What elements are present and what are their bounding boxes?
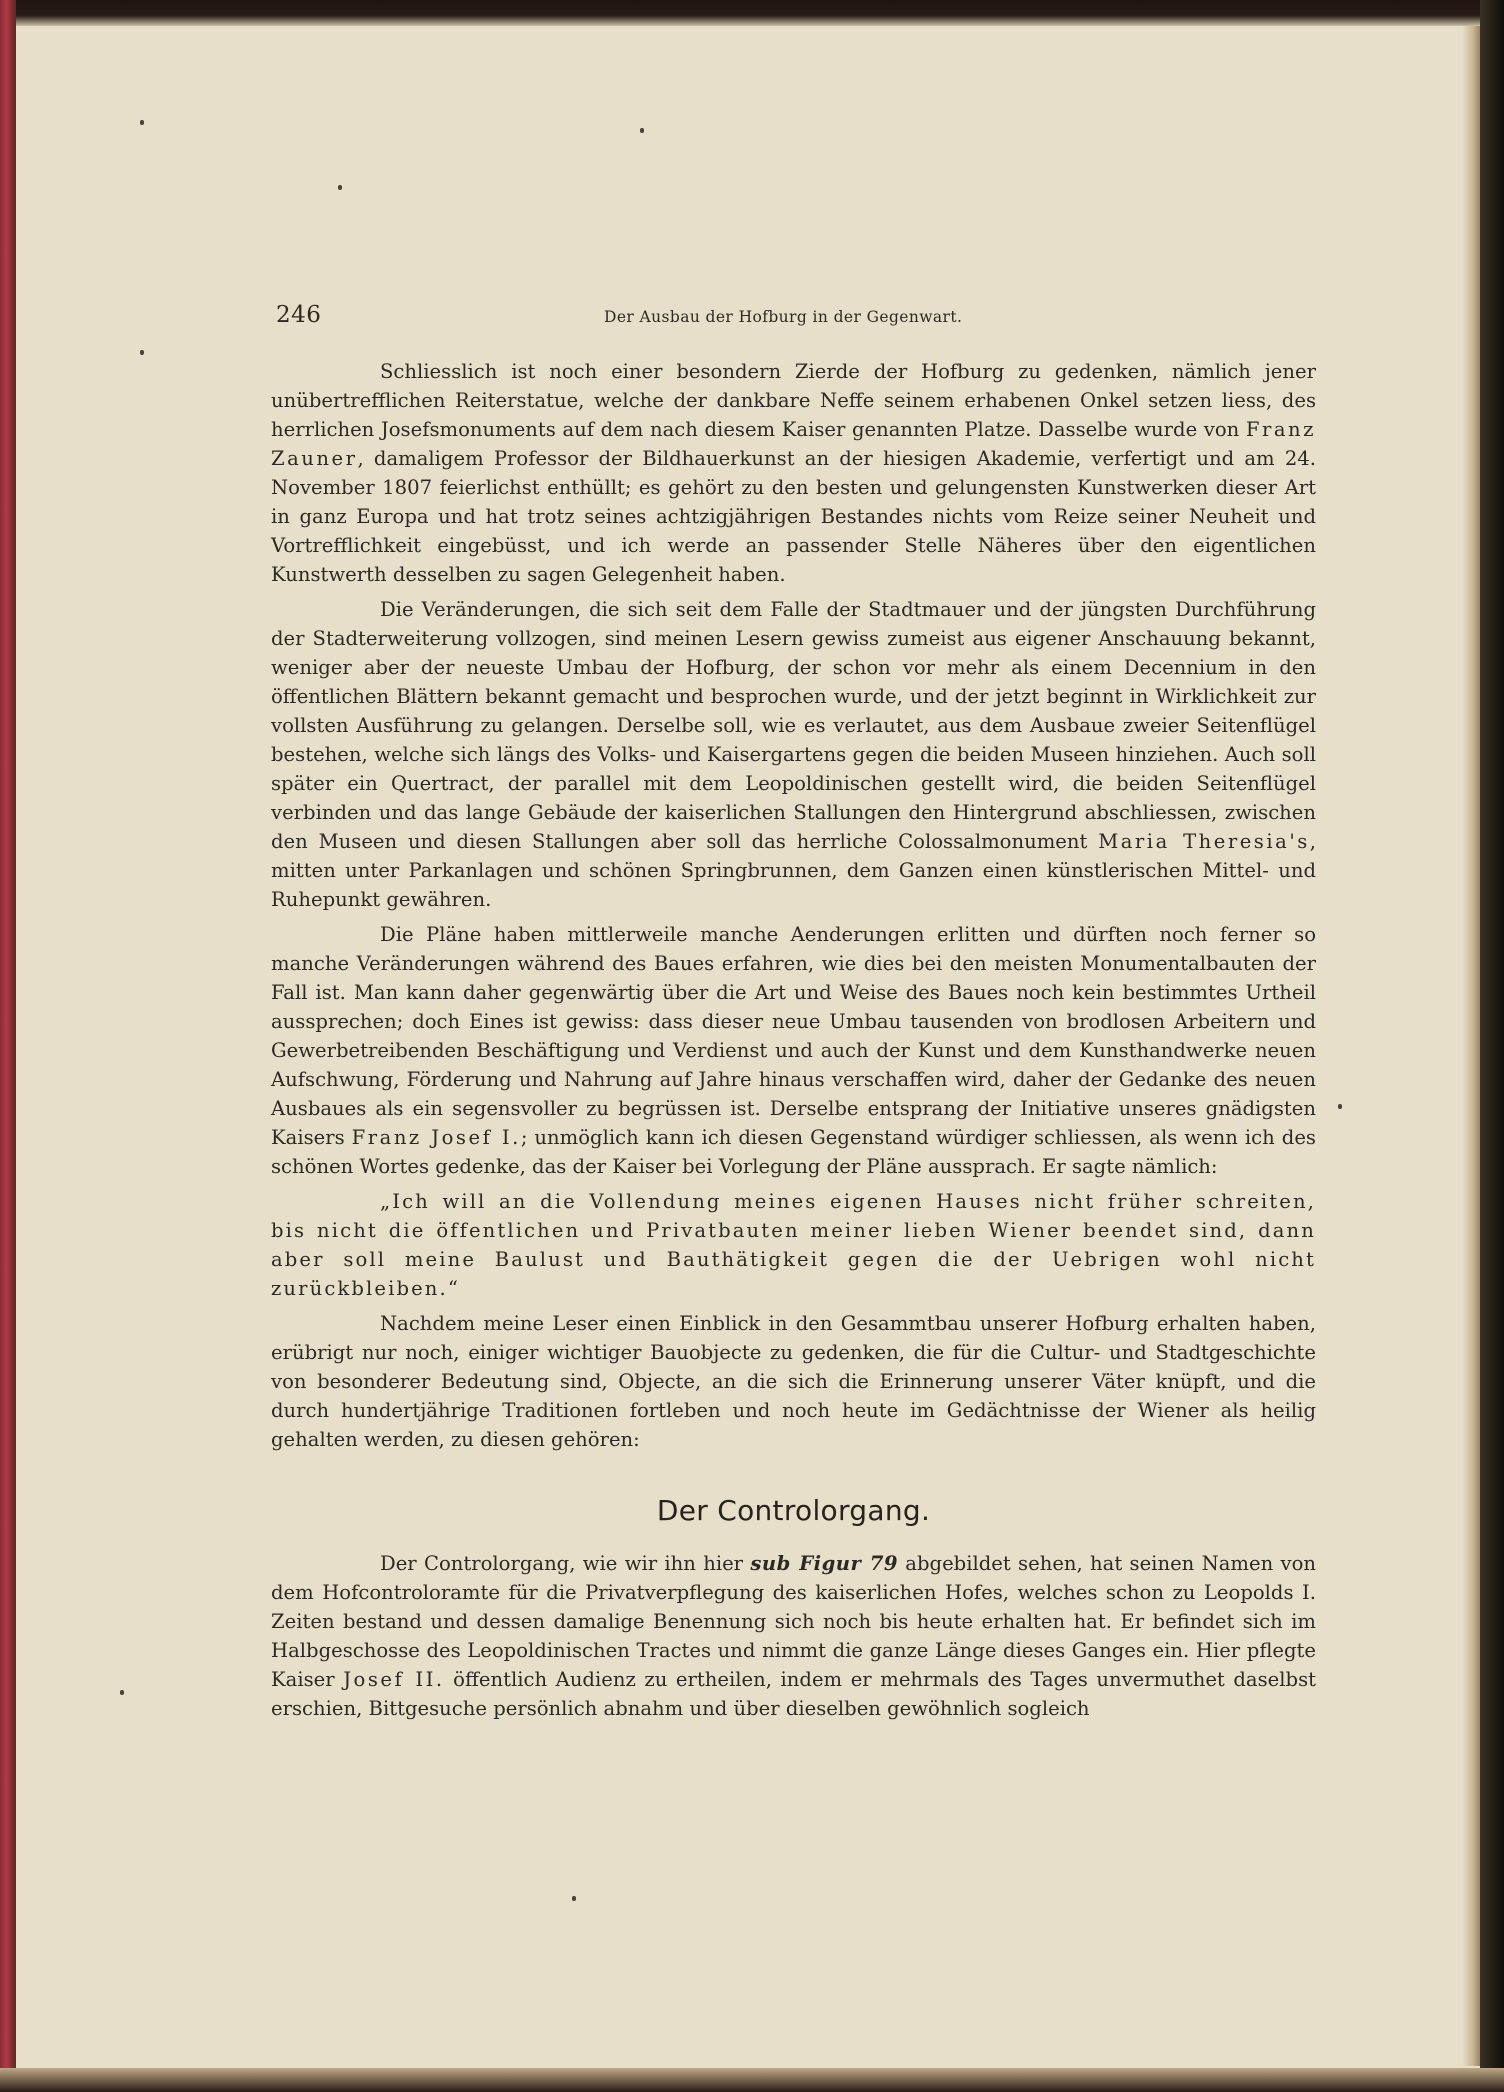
paragraph-plaene: Die Pläne haben mittlerweile manche Aenderungen erlitten und dürften noch ferner so manche Veränderungen während des Baues erfahren, wie dies bei den meisten Monumentalbauten der Fall ist. Man kann daher gegenwärtig über die Art und Weise des Baues noch kein bestimmtes Urtheil aussprechen; doch Eines ist gewiss: dass dieser neue Umbau tausenden von brodlosen Arbeitern und Gewerbetreibenden Beschäftigung und Verdienst und auch der Kunst und dem Kunsthandwerke neuen Aufschwung, Förderung und Nahrung auf Jahre hinaus verschaffen wird, daher der Gedanke des neuen Ausbaues als ein segensvoller zu begrüssen ist. Derselbe entsprang der Initiative unseres gnädigsten Kaisers Franz Josef I.; unmöglich kann ich diesen Gegenstand würdiger schliessen, als wenn ich des schönen Wortes gedenke, das der Kaiser bei Vorlegung der Pläne aussprach. Er sagte nämlich: [271, 923, 1316, 1178]
paragraph-bauobjecte: Nachdem meine Leser einen Einblick in den Gesammtbau unserer Hofburg erhalten haben, erübrigt nur noch, einiger wichtiger Bauobjecte zu gedenken, die für die Cultur- und Stadtgeschichte von besonderer Bedeutung sind, Objecte, an die sich die Erinnerung unserer Väter knüpft, und die durch hundertjährige Traditionen fortleben und noch heute im Gedächtnisse der Wiener als heilig gehalten werden, zu diesen gehören: [271, 1312, 1316, 1451]
person-name: Franz Josef I. [351, 1126, 521, 1149]
bottom-edge-shadow [0, 2068, 1504, 2092]
person-name: Franz Zauner [271, 418, 1316, 470]
right-binding-edge [1480, 0, 1504, 2092]
emperor-quote: „Ich will an die Vollendung meines eigenen Hauses nicht früher schreiten, bis nicht die öffentlichen und Privatbauten meiner lieben Wiener beendet sind, dann aber soll meine Baulust und Bauthätigkeit gegen die der Uebrigen wohl nicht zurückbleiben.“ [271, 1190, 1316, 1300]
body-text [271, 357, 1316, 1729]
paragraph-reiterstatue: Schliesslich ist noch einer besondern Zierde der Hofburg zu gedenken, nämlich jener unübertrefflichen Reiterstatue, welche der dankbare Neffe seinem erhabenen Onkel setzen liess, des herrlichen Josefsmonuments auf dem nach diesem Kaiser genannten Platze. Dasselbe wurde von Franz Zauner, damaligem Professor der Bildhauerkunst an der hiesigen Akademie, verfertigt und am 24. November 1807 feierlichst enthüllt; es gehört zu den besten und gelungensten Kunstwerken dieser Art in ganz Europa und hat trotz seines achtzigjährigen Bestandes nichts vom Reize seiner Neuheit und Vortrefflichkeit eingebüsst, und ich werde an passender Stelle Näheres über den eigentlichen Kunstwerth desselben zu sagen Gelegenheit haben. [271, 360, 1316, 586]
section-heading: Der Controlorgang. [656, 1494, 931, 1527]
page-header [276, 302, 1318, 336]
right-page-edge [1462, 26, 1480, 2066]
figure-reference: sub Figur 79 [750, 1552, 898, 1575]
person-name: Maria Theresia's [1098, 830, 1310, 853]
paragraph-veraenderungen: Die Veränderungen, die sich seit dem Falle der Stadtmauer und der jüngsten Durchführung der Stadterweiterung vollzogen, sind meinen Lesern gewiss zumeist aus eigener Anschauung bekannt, weniger aber der neueste Umbau der Hofburg, der schon vor mehr als einem Decennium in den öffentlichen Blättern bekannt gemacht und besprochen wurde, und der jetzt beginnt in Wirklichkeit zur vollsten Ausführung zu gelangen. Derselbe soll, wie es verlautet, aus dem Ausbaue zweier Seitenflügel bestehen, welche sich längs des Volks- und Kaisergartens gegen die beiden Museen hinziehen. Auch soll später ein Quertract, der parallel mit dem Leopoldinischen gestellt wird, die beiden Seitenflügel verbinden und das lange Gebäude der kaiserlichen Stallungen den Hintergrund abschliessen, zwischen den Museen und diesen Stallungen aber soll das herrliche Colossalmonument Maria Theresia's, mitten unter Parkanlagen und schönen Springbrunnen, dem Ganzen einen künstlerischen Mittel- und Ruhepunkt gewähren. [271, 598, 1316, 911]
paper-speck [140, 350, 144, 355]
person-name: Josef II. [343, 1668, 445, 1691]
paragraph-controlorgang: Der Controlorgang, wie wir ihn hier sub Figur 79 abgebildet sehen, hat seinen Namen von dem Hofcontroloramte für die Privatverpflegung des kaiserlichen Hofes, welches schon zu Leopolds I. Zeiten bestand und dessen damalige Benennung sich noch bis heute erhalten hat. Er befindet sich im Halbgeschosse des Leopoldinischen Tractes und nimmt die ganze Länge dieses Ganges ein. Hier pflegte Kaiser Josef II. öffentlich Audienz zu ertheilen, indem er mehrmals des Tages unvermuthet daselbst erschien, Bittgesuche persönlich abnahm und über dieselben gewöhnlich sogleich [271, 1552, 1316, 1720]
paper-speck [572, 1896, 576, 1901]
paper-speck [140, 120, 144, 125]
running-title: Der Ausbau der Hofburg in der Gegenwart. [604, 308, 963, 326]
paper-speck [120, 1690, 124, 1695]
paper-speck [338, 185, 342, 190]
left-binding-edge [0, 0, 16, 2092]
paper-speck [640, 128, 644, 133]
top-edge-shadow [0, 0, 1504, 26]
paper-speck [1338, 1104, 1342, 1109]
page-number: 246 [276, 302, 322, 328]
